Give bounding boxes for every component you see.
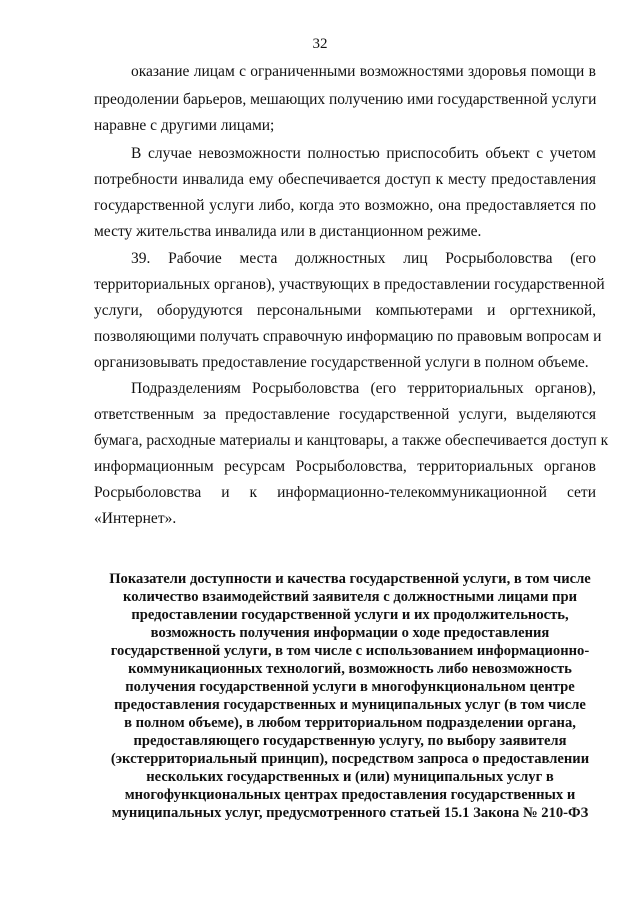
- text-line: 39. Рабочие места должностных лиц Росрыболовства (его: [131, 250, 596, 267]
- text-line: Подразделениям Росрыболовства (его территориальных органов),: [131, 380, 596, 397]
- text-line: оказание лицам с ограниченными возможностями здоровья помощи в: [131, 63, 596, 80]
- heading-line: государственной услуги, в том числе с использованием информационно-: [110, 643, 590, 659]
- heading-line: коммуникационных технологий, возможность либо невозможность: [128, 661, 572, 677]
- text-line: «Интернет».: [94, 510, 177, 527]
- text-line: преодолении барьеров, мешающих получению ими государственной услуги: [94, 91, 597, 108]
- heading-line: количество взаимодействий заявителя с должностными лицами при: [122, 589, 577, 605]
- text-line: информационным ресурсам Росрыболовства, территориальных органов: [94, 458, 596, 475]
- heading-line: предоставлении государственной услуги и их продолжительность,: [131, 607, 569, 623]
- heading-line: (экстерриториальный принцип), посредством запроса о предоставлении: [110, 751, 590, 767]
- text-line: государственной услуги либо, когда это возможно, она предоставляется по: [94, 197, 596, 214]
- text-line: бумага, расходные материалы и канцтовары, а также обеспечивается доступ к: [94, 432, 609, 449]
- text-line: услуги, оборудуются персональными компьютерами и оргтехникой,: [94, 302, 596, 319]
- heading-line: нескольких государственных и (или) муниципальных услуг в: [146, 769, 554, 785]
- heading-line: многофункциональных центрах предоставления государственных и: [124, 787, 576, 803]
- text-line: В случае невозможности полностью приспособить объект с учетом: [131, 145, 596, 162]
- page-number: 32: [312, 36, 328, 52]
- text-line: Росрыболовства и к информационно-телекоммуникационной сети: [94, 484, 596, 501]
- text-line: позволяющими получать справочную информацию по правовым вопросам и: [94, 328, 602, 345]
- heading-line: предоставляющего государственную услугу, по выбору заявителя: [133, 733, 567, 749]
- text-line: территориальных органов), участвующих в предоставлении государственной: [94, 276, 605, 293]
- text-line: наравне с другими лицами;: [94, 117, 275, 134]
- heading-line: возможность получения информации о ходе предоставления: [150, 625, 550, 641]
- text-line: организовывать предоставление государственной услуги в полном объеме.: [94, 354, 589, 371]
- text-line: месту жительства инвалида или в дистанционном режиме.: [94, 223, 482, 240]
- text-line: потребности инвалида ему обеспечивается доступ к месту предоставления: [94, 171, 596, 188]
- heading-line: Показатели доступности и качества государственной услуги, в том числе: [109, 571, 591, 587]
- heading-line: предоставления государственных и муниципальных услуг (в том числе: [114, 697, 586, 713]
- heading-line: муниципальных услуг, предусмотренного статьей 15.1 Закона № 210-ФЗ: [111, 805, 589, 821]
- text-line: ответственным за предоставление государственной услуги, выделяются: [94, 406, 596, 423]
- heading-line: получения государственной услуги в многофункциональном центре: [125, 679, 575, 695]
- heading-line: в полном объеме), в любом территориальном подразделении органа,: [124, 715, 576, 731]
